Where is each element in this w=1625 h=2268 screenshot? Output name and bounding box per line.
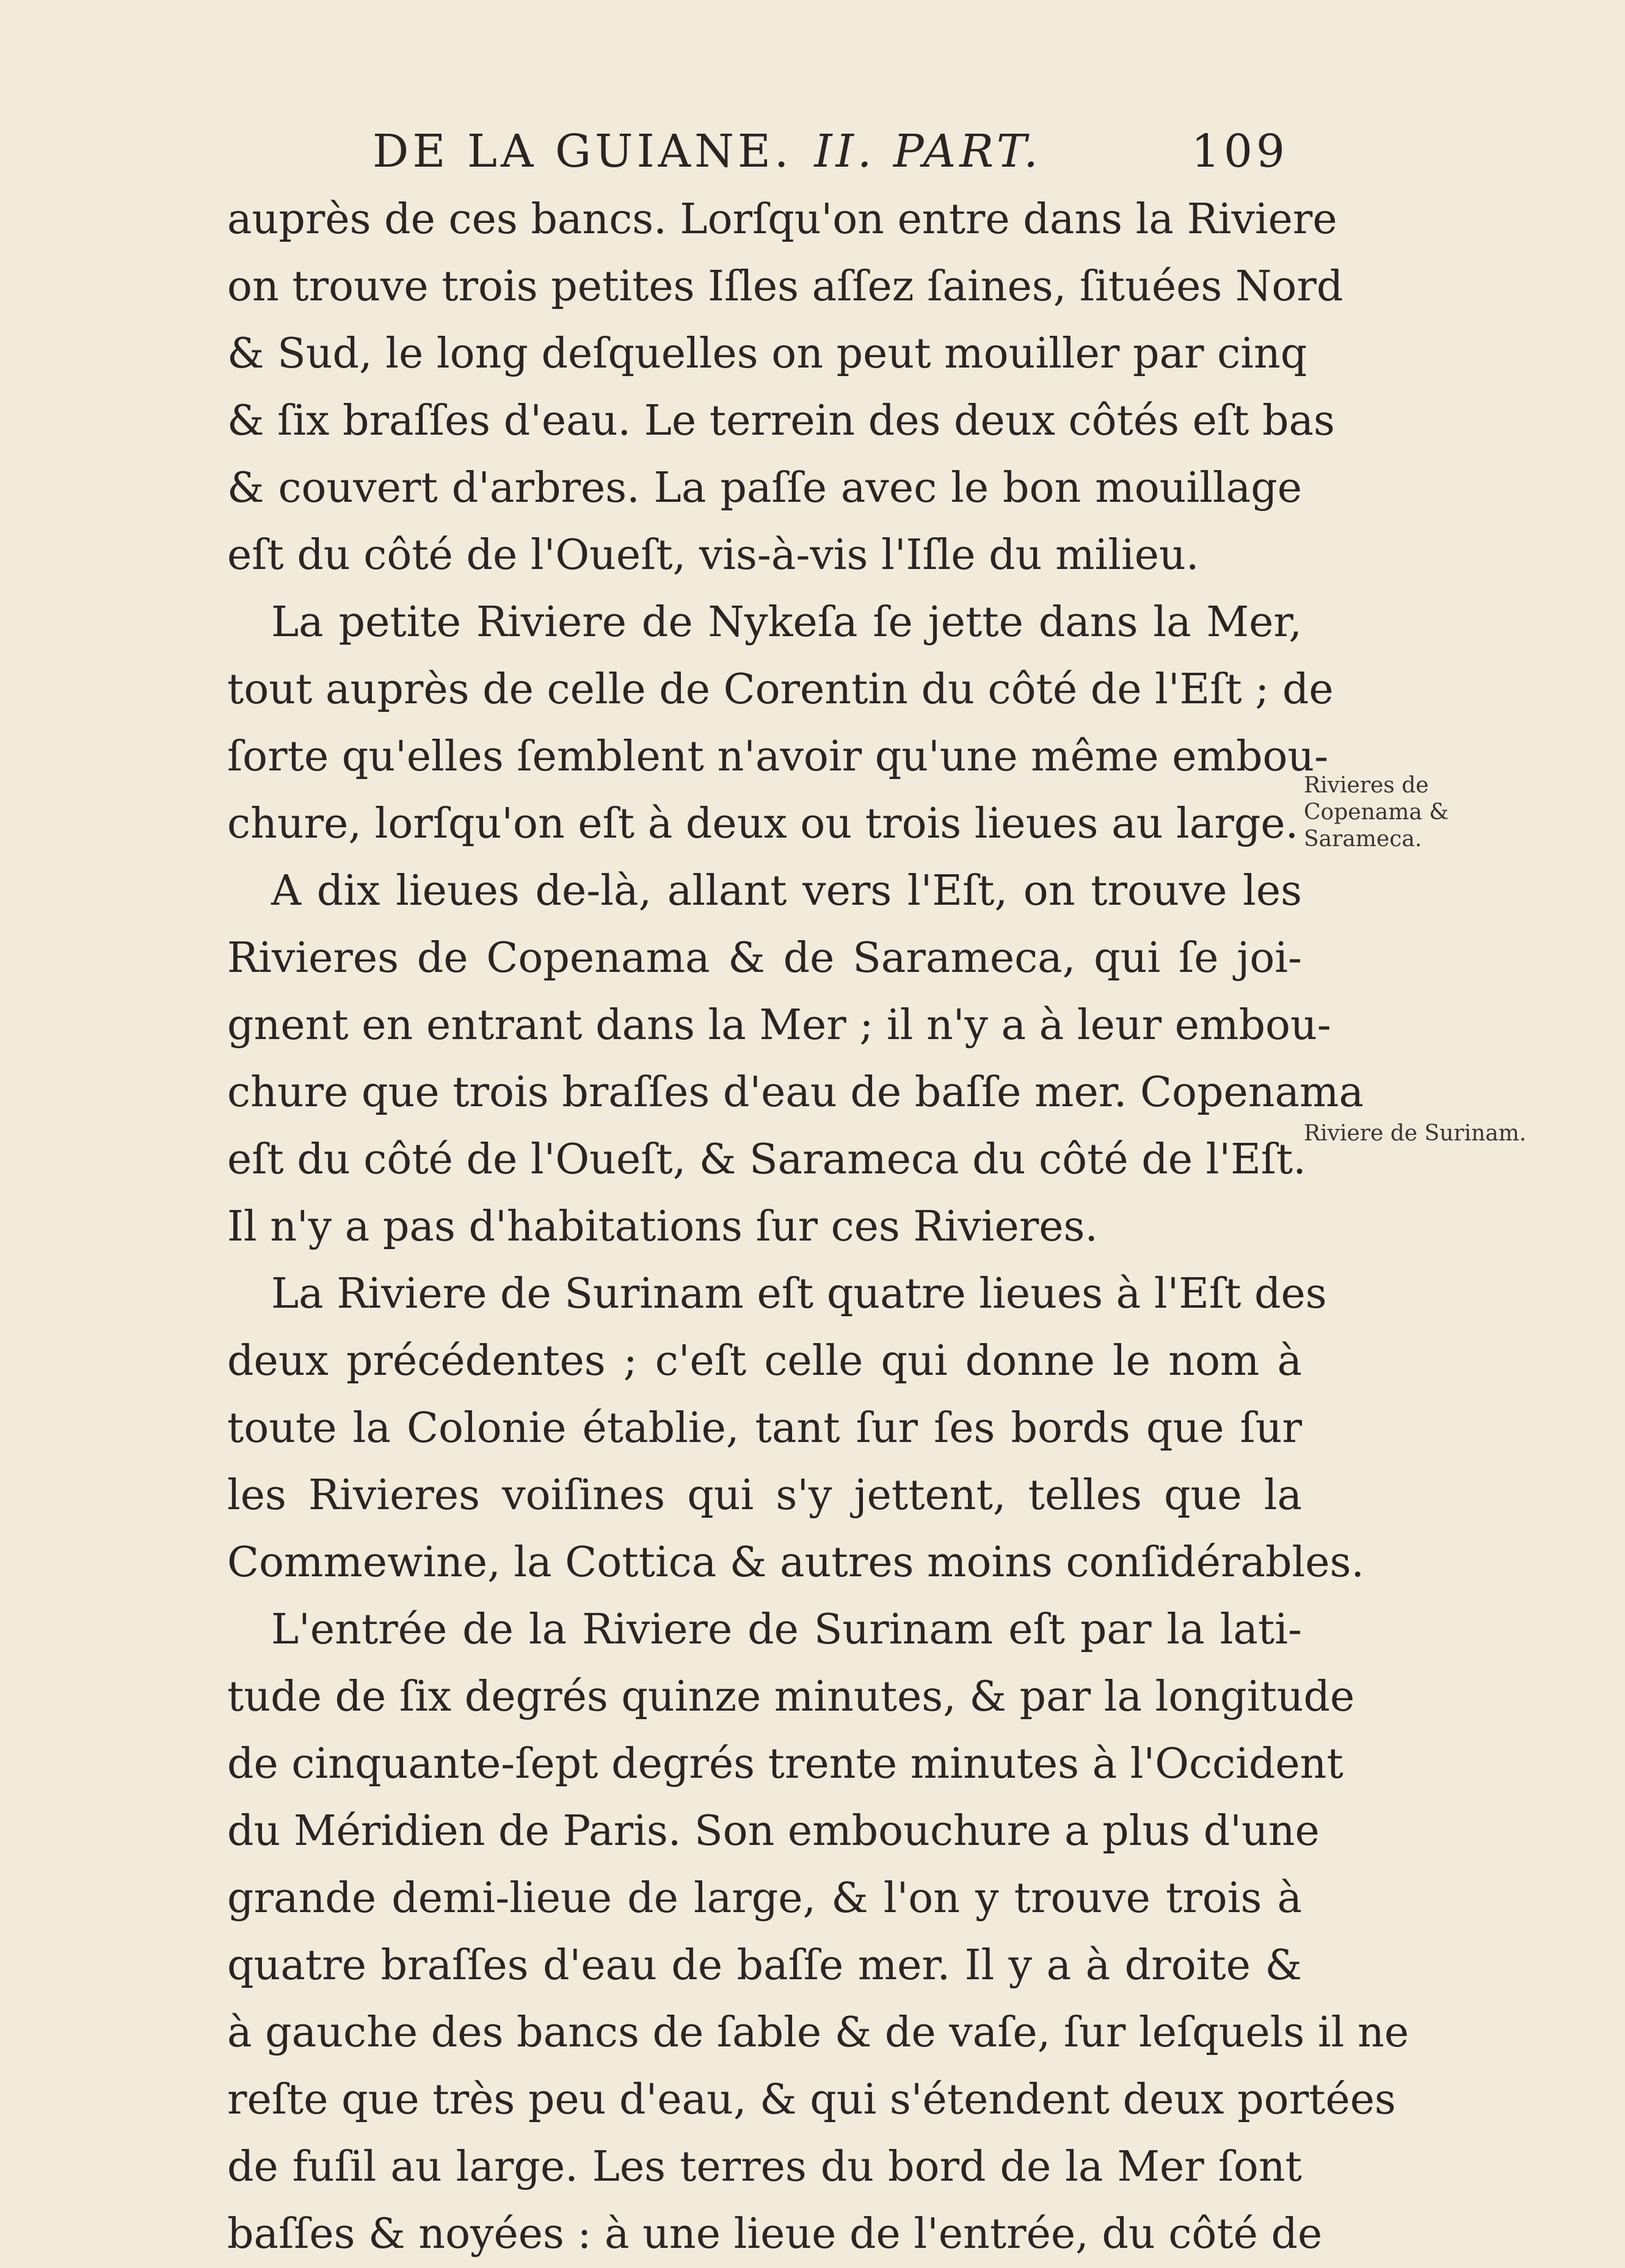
- running-header: [373, 125, 1289, 186]
- text-line: tout auprès de celle de Corentin du côté de l'Eſt ; de: [227, 665, 1334, 714]
- text-line: & couvert d'arbres. La paſſe avec le bon mouillage: [227, 464, 1302, 512]
- text-line: Rivieres de Copenama & de Sarameca, qui ſe joi-: [227, 934, 1302, 982]
- text-line: on trouve trois petites Iſles aſſez ſaines, ſituées Nord: [227, 263, 1343, 311]
- text-line: chure que trois braſſes d'eau de baſſe mer. Copenama: [227, 1068, 1364, 1117]
- text-line: Il n'y a pas d'habitations ſur ces Rivieres.: [227, 1203, 1099, 1251]
- part-label: II. PART.: [814, 125, 1042, 178]
- text-line: toute la Colonie établie, tant ſur ſes bords que ſur: [227, 1404, 1302, 1452]
- text-line: du Méridien de Paris. Son embouchure a plus d'une: [227, 1807, 1320, 1855]
- text-line: La petite Riviere de Nykeſa ſe jette dans la Mer,: [271, 598, 1302, 647]
- margin-note: Rivieres de Copenama & Sarameca.: [1304, 773, 1449, 852]
- page-number: 109: [1191, 125, 1289, 178]
- text-line: eſt du côté de l'Oueſt, & Sarameca du côté de l'Eſt.: [227, 1136, 1306, 1184]
- text-line: Commewine, la Cottica & autres moins conſidérables.: [227, 1538, 1365, 1587]
- text-line: ſorte qu'elles ſemblent n'avoir qu'une même embou-: [227, 733, 1329, 781]
- text-line: tude de ſix degrés quinze minutes, & par la longitude: [227, 1673, 1355, 1721]
- text-line: deux précédentes ; c'eſt celle qui donne le nom à: [227, 1337, 1302, 1385]
- text-line: les Rivieres voiſines qui s'y jettent, telles que la: [227, 1471, 1302, 1520]
- text-line: La Riviere de Surinam eſt quatre lieues à l'Eſt des: [271, 1270, 1327, 1318]
- margin-note: Riviere de Surinam.: [1304, 1121, 1527, 1146]
- text-line: reſte que très peu d'eau, & qui s'étendent deux portées: [227, 2076, 1396, 2124]
- text-line: auprès de ces bancs. Lorſqu'on entre dans la Riviere: [227, 195, 1337, 244]
- text-line: à gauche des bancs de ſable & de vaſe, ſur leſquels il ne: [227, 2009, 1409, 2057]
- text-line: grande demi-lieue de large, & l'on y trouve trois à: [227, 1874, 1302, 1922]
- running-title: DE LA GUIANE. II. PART.: [373, 125, 1042, 178]
- text-line: quatre braſſes d'eau de baſſe mer. Il y a à droite &: [227, 1941, 1302, 1990]
- text-line: & ſix braſſes d'eau. Le terrein des deux côtés eſt bas: [227, 397, 1335, 445]
- text-line: baſſes & noyées : à une lieue de l'entrée, du côté de: [227, 2210, 1323, 2258]
- text-line: de fuſil au large. Les terres du bord de la Mer ſont: [227, 2143, 1302, 2191]
- text-line: L'entrée de la Riviere de Surinam eſt par la lati-: [271, 1606, 1302, 1654]
- text-line: A dix lieues de-là, allant vers l'Eſt, on trouve les: [271, 867, 1302, 915]
- text-line: eſt du côté de l'Oueſt, vis-à-vis l'Iſle du milieu.: [227, 531, 1199, 579]
- text-line: de cinquante-ſept degrés trente minutes à l'Occident: [227, 1740, 1343, 1788]
- text-line: & Sud, le long deſquelles on peut mouiller par cinq: [227, 330, 1307, 378]
- text-line: gnent en entrant dans la Mer ; il n'y a à leur embou-: [227, 1001, 1331, 1049]
- text-line: chure, lorſqu'on eſt à deux ou trois lieues au large.: [227, 800, 1299, 848]
